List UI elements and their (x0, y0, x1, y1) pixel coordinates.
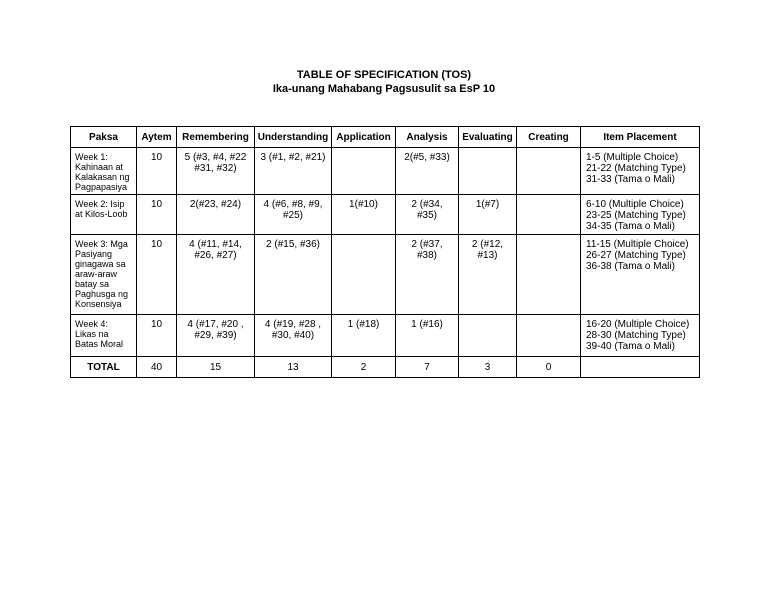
cell-paksa (71, 195, 137, 235)
cell-line: 23-25 (Matching Type) (586, 210, 686, 221)
header-evaluating: Evaluating (459, 127, 517, 148)
table-row (71, 235, 700, 315)
total-placement (581, 357, 700, 378)
cell-line: 4 (#11, #14, (189, 239, 242, 250)
cell-creating (517, 195, 581, 235)
header-creating: Creating (517, 127, 581, 148)
cell-understanding (255, 148, 332, 195)
cell-remembering (177, 315, 255, 357)
total-row (71, 357, 700, 378)
cell-remembering (177, 235, 255, 315)
cell-application (332, 315, 396, 357)
header-remembering: Remembering (177, 127, 255, 148)
cell-line: 2(#23, #24) (189, 199, 242, 210)
cell-line: araw-araw (75, 269, 118, 279)
header-application: Application (332, 127, 396, 148)
cell-evaluating (459, 195, 517, 235)
document-title: TABLE OF SPECIFICATION (TOS) (296, 69, 472, 81)
total-aytem: 40 (137, 357, 177, 378)
table-row (71, 148, 700, 195)
cell-line: Pasiyang (75, 249, 113, 259)
total-understanding: 13 (255, 357, 332, 378)
document-subtitle: Ika-unang Mahabang Pagsusulit sa EsP 10 (272, 83, 496, 95)
cell-line: 2(#5, #33) (404, 152, 450, 163)
title-block (0, 68, 768, 97)
cell-remembering (177, 195, 255, 235)
cell-aytem: 10 (137, 195, 177, 235)
cell-evaluating (459, 315, 517, 357)
cell-creating (517, 148, 581, 195)
cell-line: 1(#10) (349, 199, 378, 210)
cell-line: Paghusga ng (75, 289, 129, 299)
cell-line: at Kilos-Loob (75, 209, 128, 219)
header-aytem: Aytem (137, 127, 177, 148)
cell-line: Week 3: Mga (75, 239, 128, 249)
cell-line: #29, #39) (194, 330, 237, 341)
header-paksa: Paksa (71, 127, 137, 148)
cell-line: 36-38 (Tama o Mali) (586, 261, 675, 272)
total-remembering: 15 (177, 357, 255, 378)
cell-line: ginagawa sa (75, 259, 126, 269)
cell-placement (581, 148, 700, 195)
cell-analysis (396, 235, 459, 315)
cell-line: Week 1: (75, 152, 108, 162)
table-row (71, 315, 700, 357)
cell-line: 31-33 (Tama o Mali) (586, 174, 675, 185)
specification-table (70, 126, 700, 378)
cell-line: #35) (416, 210, 437, 221)
cell-line: #38) (416, 250, 437, 261)
cell-line: 1(#7) (475, 199, 500, 210)
cell-line: Likas na (75, 329, 109, 339)
cell-remembering (177, 148, 255, 195)
cell-line: 1-5 (Multiple Choice) (586, 152, 679, 163)
cell-line: Pagpapasiya (75, 182, 128, 192)
cell-paksa (71, 235, 137, 315)
cell-line: 39-40 (Tama o Mali) (586, 341, 675, 352)
cell-line: 26-27 (Matching Type) (586, 250, 686, 261)
total-label: TOTAL (71, 357, 137, 378)
cell-aytem: 10 (137, 235, 177, 315)
cell-line: #13) (477, 250, 498, 261)
cell-analysis (396, 195, 459, 235)
cell-application (332, 195, 396, 235)
cell-creating (517, 315, 581, 357)
cell-application (332, 235, 396, 315)
cell-evaluating (459, 235, 517, 315)
cell-understanding (255, 235, 332, 315)
cell-line: 4 (#6, #8, #9, (263, 199, 323, 210)
cell-paksa (71, 315, 137, 357)
cell-placement (581, 315, 700, 357)
cell-line: 16-20 (Multiple Choice) (586, 319, 690, 330)
cell-line: 1 (#18) (347, 319, 380, 330)
cell-evaluating (459, 148, 517, 195)
header-understanding: Understanding (255, 127, 332, 148)
cell-line: Week 4: (75, 319, 108, 329)
total-creating: 0 (517, 357, 581, 378)
cell-line: 4 (#17, #20 , (187, 319, 244, 330)
cell-placement (581, 235, 700, 315)
cell-application (332, 148, 396, 195)
cell-analysis (396, 315, 459, 357)
header-analysis: Analysis (396, 127, 459, 148)
cell-line: 2 (#34, (411, 199, 443, 210)
cell-line: 34-35 (Tama o Mali) (586, 221, 675, 232)
cell-line: 11-15 (Multiple Choice) (586, 239, 689, 250)
cell-line: #31, #32) (194, 163, 237, 174)
cell-paksa (71, 148, 137, 195)
cell-line: batay sa (75, 279, 110, 289)
cell-aytem: 10 (137, 315, 177, 357)
cell-line: Kahinaan at (75, 162, 124, 172)
cell-line: #25) (282, 210, 303, 221)
cell-line: 5 (#3, #4, #22 (184, 152, 247, 163)
header-item-placement: Item Placement (581, 127, 700, 148)
cell-line: Kalakasan ng (75, 172, 130, 182)
cell-line: 4 (#19, #28 , (264, 319, 322, 330)
cell-line: 2 (#12, (471, 239, 504, 250)
cell-line: Batas Moral (75, 339, 124, 349)
cell-line: Konsensiya (75, 299, 122, 309)
cell-line: 1 (#16) (411, 319, 443, 330)
cell-understanding (255, 315, 332, 357)
cell-line: #26, #27) (194, 250, 237, 261)
cell-line: Week 2: Isip (75, 199, 125, 209)
table-row (71, 195, 700, 235)
total-evaluating: 3 (459, 357, 517, 378)
cell-line: 3 (#1, #2, #21) (260, 152, 326, 163)
cell-line: 2 (#37, (411, 239, 443, 250)
cell-placement (581, 195, 700, 235)
cell-line: 21-22 (Matching Type) (586, 163, 686, 174)
cell-line: 2 (#15, #36) (266, 239, 320, 250)
cell-aytem: 10 (137, 148, 177, 195)
header-row (71, 127, 700, 148)
cell-analysis (396, 148, 459, 195)
cell-understanding (255, 195, 332, 235)
total-application: 2 (332, 357, 396, 378)
cell-line: 28-30 (Matching Type) (586, 330, 686, 341)
cell-creating (517, 235, 581, 315)
cell-line: 6-10 (Multiple Choice) (586, 199, 684, 210)
cell-line: #30, #40) (271, 330, 315, 341)
total-analysis: 7 (396, 357, 459, 378)
